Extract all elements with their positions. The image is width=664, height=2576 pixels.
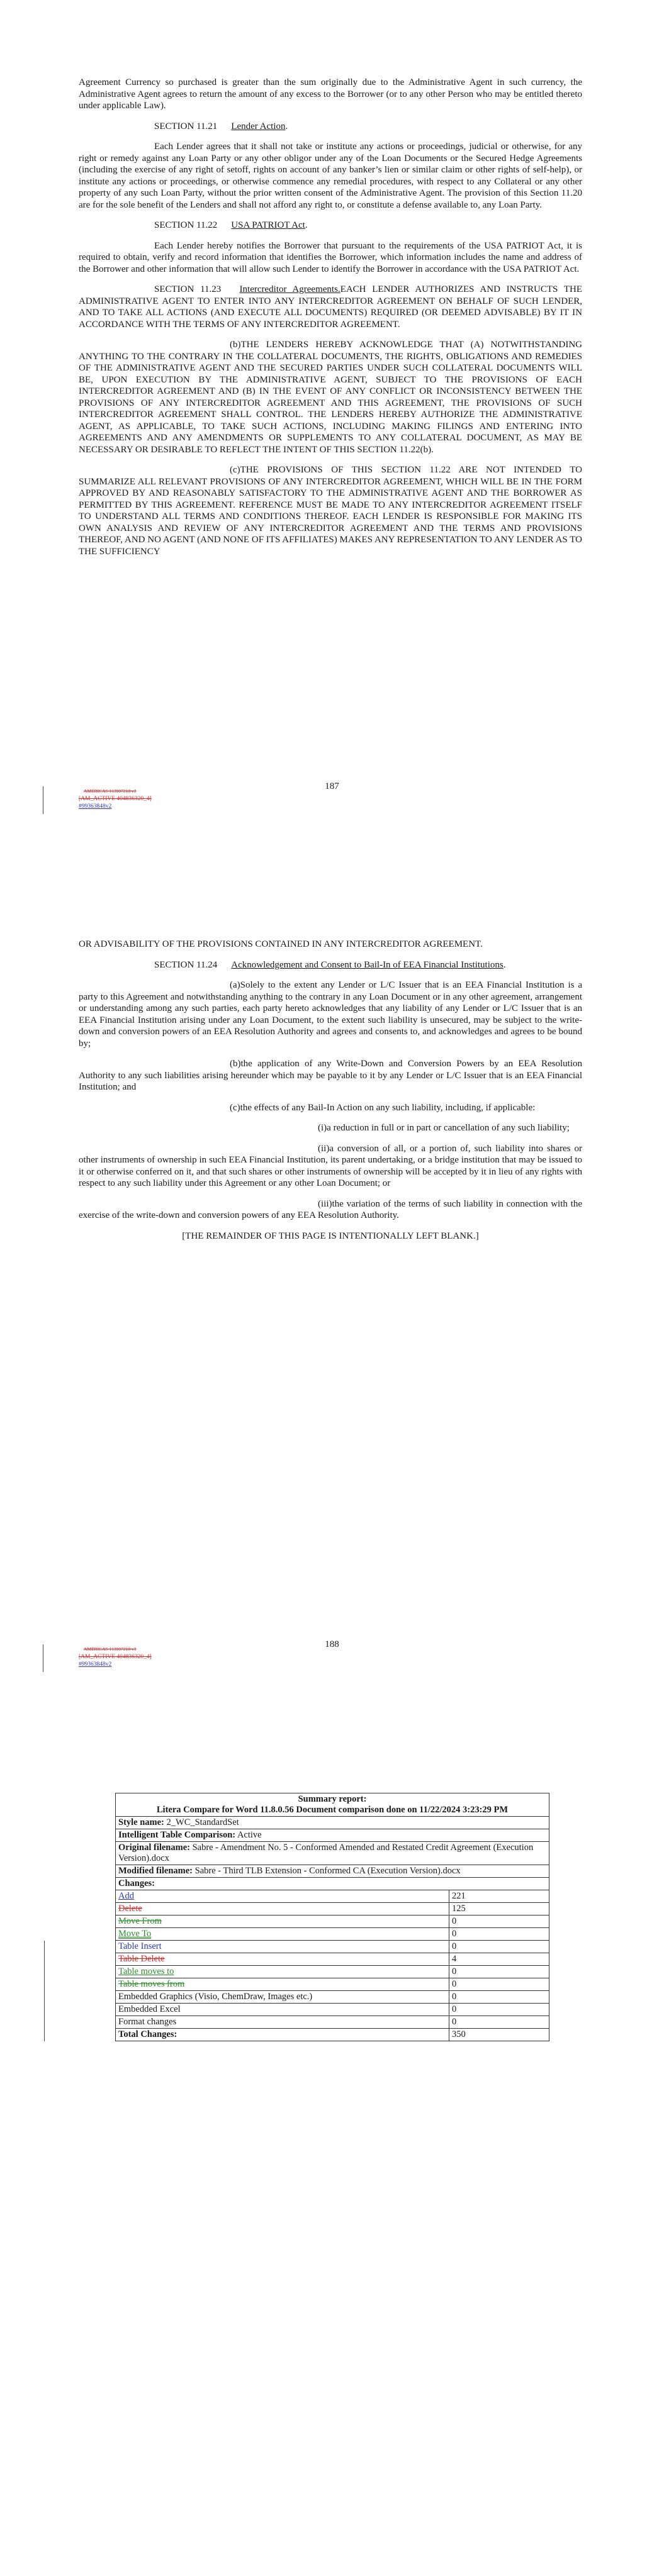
change-bar bbox=[44, 1941, 45, 2041]
change-value: 4 bbox=[449, 1953, 549, 1966]
table-row bbox=[116, 1978, 549, 1991]
page-number: 187 bbox=[325, 781, 339, 791]
change-label bbox=[116, 1978, 449, 1991]
document-page-188 bbox=[0, 893, 664, 1724]
comparison-report-page bbox=[0, 1724, 664, 2576]
itc-value: Active bbox=[237, 1830, 262, 1840]
move-from-label: Move From bbox=[118, 1916, 162, 1926]
table-moves-from-label: Table moves from bbox=[118, 1979, 185, 1989]
itc-row bbox=[116, 1829, 549, 1842]
table-row bbox=[116, 1928, 549, 1941]
clause-text: THE LENDERS HEREBY ACKNOWLEDGE THAT (A) NOTWITHSTANDING ANYTHING TO THE CONTRARY IN THE COLLATERAL DOCUMENTS, THE RIGHTS, OBLIGATIONS AND REMEDIES OF THE ADMINISTRATIVE AGENT AND THE SECURED PARTIES UNDER SUCH COLLATERAL DOCUMENTS WILL BE, UPON EXECUTION BY THE ADMINISTRATIVE AGENT, SUBJECT TO THE PROVISIONS OF EACH INTERCREDITOR AGREEMENT AND (B) IN THE EVENT OF ANY CONFLICT OR INCONSISTENCY BETWEEN THE PROVISIONS OF ANY INTERCREDITOR AGREEMENT AND THIS AGREEMENT, THE PROVISIONS OF SUCH INTERCREDITOR AGREEMENT SHALL CONTROL. THE LENDERS HEREBY AUTHORIZE THE ADMINISTRATIVE AGENT, AS APPLICABLE, TO TAKE SUCH ACTIONS, INCLUDING MAKING FILINGS AND ENTERING INTO AGREEMENTS AND ANY AMENDMENTS OR SUPPLEMENTS TO ANY COLLATERAL DOCUMENT, AS MAY BE NECESSARY OR DESIRABLE TO REFLECT THE INTENT OF THIS SECTION 11.22(b). bbox=[79, 340, 582, 455]
page-187-body bbox=[79, 77, 582, 566]
change-value: 221 bbox=[449, 1890, 549, 1903]
change-label: Format changes bbox=[116, 2016, 449, 2029]
section-11-24-c bbox=[79, 1102, 582, 1114]
clause-label: (b) bbox=[230, 340, 241, 350]
clause-label: (iii) bbox=[318, 1198, 332, 1209]
original-filename-value: Sabre - Amendment No. 5 - Conformed Amended and Restated Credit Agreement (Execution Version).docx bbox=[118, 1843, 534, 1863]
inserted-doc-id: #99363848v2 bbox=[79, 1661, 112, 1668]
section-11-24-b bbox=[79, 1058, 582, 1093]
change-label bbox=[116, 1915, 449, 1928]
original-filename-row bbox=[116, 1842, 549, 1865]
original-filename-cell bbox=[116, 1842, 549, 1865]
inserted-doc-id: #99363848v2 bbox=[79, 803, 112, 810]
section-number: SECTION 11.24 bbox=[154, 959, 218, 970]
clause-text: the application of any Write-Down and Conversion Powers by an EEA Resolution Authority to any such liabilities arising hereunder which may be payable to it by any Lender or L/C Issuer that is an EEA Financial Institution; and bbox=[79, 1059, 582, 1092]
section-11-24-a bbox=[79, 979, 582, 1049]
table-row bbox=[116, 1915, 549, 1928]
style-cell bbox=[116, 1817, 549, 1829]
change-label bbox=[116, 1903, 449, 1915]
modified-filename-row bbox=[116, 1865, 549, 1878]
clause-text: a reduction in full or in part or cancellation of any such liability; bbox=[327, 1123, 570, 1133]
section-number: SECTION 11.22 bbox=[154, 220, 218, 230]
modified-filename-cell bbox=[116, 1865, 549, 1878]
clause-label: (i) bbox=[318, 1123, 327, 1133]
table-row bbox=[116, 1953, 549, 1966]
change-value: 0 bbox=[449, 1915, 549, 1928]
itc-cell bbox=[116, 1829, 549, 1842]
clause-text: the variation of the terms of such liability in connection with the exercise of the write-down and conversion powers of any EEA Resolution Authority. bbox=[79, 1198, 582, 1220]
modified-filename-label: Modified filename: bbox=[118, 1866, 193, 1876]
summary-report-table bbox=[115, 1793, 549, 2041]
page-number: 188 bbox=[325, 1639, 339, 1649]
page-188-body bbox=[79, 939, 582, 1251]
section-11-24-c-i bbox=[79, 1122, 582, 1134]
clause-label: (ii) bbox=[318, 1143, 330, 1154]
clause-text: a conversion of all, or a portion of, such liability into shares or other instruments of ownership in such EEA Financial Institution, its parent undertaking, or a bridge institution that may be issued to it or otherwise conferred on it, and that such shares or other instruments of ownership will be accepted by it in lieu of any rights with respect to any such liability under this Agreement or any other Loan Document; or bbox=[79, 1143, 582, 1188]
change-value: 0 bbox=[449, 1928, 549, 1941]
section-11-23-c bbox=[79, 464, 582, 557]
style-row bbox=[116, 1817, 549, 1829]
change-label bbox=[116, 1928, 449, 1941]
change-label: Embedded Graphics (Visio, ChemDraw, Images etc.) bbox=[116, 1991, 449, 2004]
deleted-small-id: AMERICAS 113997218 v3 bbox=[84, 788, 137, 794]
page-footer bbox=[0, 1639, 664, 1683]
clause-label: (c) bbox=[230, 1102, 240, 1113]
report-title-cell bbox=[116, 1793, 549, 1817]
clause-text: the effects of any Bail-In Action on any such liability, including, if applicable: bbox=[240, 1102, 536, 1113]
page-footer bbox=[0, 781, 664, 825]
table-insert-label: Table Insert bbox=[118, 1941, 162, 1951]
table-moves-to-label: Table moves to bbox=[118, 1966, 174, 1977]
table-row bbox=[116, 1991, 549, 2004]
table-row bbox=[116, 1941, 549, 1953]
clause-text: Solely to the extent any Lender or L/C Issuer that is an EEA Financial Institution is a party to this Agreement and notwithstanding anything to the contrary in any Loan Document or in any other agreement, arrangement or understanding among any such parties, each party hereto acknowledges that any liability of any Lender or L/C Issuer that is an EEA Financial Institution arising under any Loan Document, to the extent such liability is unsecured, may be subject to the write-down and conversion powers of an EEA Resolution Authority and agrees and consents to, and acknowledges and agrees to be bound by; bbox=[79, 980, 582, 1049]
report-subtitle: Litera Compare for Word 11.8.0.56 Document comparison done on 11/22/2024 3:23:29 PM bbox=[156, 1805, 509, 1815]
section-11-23-b bbox=[79, 339, 582, 455]
changes-header-row bbox=[116, 1878, 549, 1890]
section-title: Intercreditor Agreements. bbox=[239, 284, 340, 294]
section-title: USA PATRIOT Act bbox=[231, 220, 305, 230]
change-label bbox=[116, 1890, 449, 1903]
deleted-small-id: AMERICAS 113997218 v3 bbox=[84, 1646, 137, 1652]
change-value: 0 bbox=[449, 1966, 549, 1978]
change-label: Embedded Excel bbox=[116, 2004, 449, 2016]
section-number: SECTION 11.23 bbox=[154, 284, 222, 294]
deleted-doc-id: [AM_ACTIVE 404836320_4] bbox=[79, 1654, 152, 1660]
section-11-21-body: Each Lender agrees that it shall not take or institute any actions or proceedings, judicial or otherwise, for any right or remedy against any Loan Party or any other obligor under any of the Loan Documents or the Secured Hedge Agreements (including the exercise of any right of setoff, rights on account of any banker’s lien or similar claim or other rights of self-help), or institute any actions or proceedings, or otherwise commence any remedial procedures, with respect to any Collateral or any other property of any such Loan Party, without the prior written consent of the Administrative Agent. The provision of this Section 11.20 are for the sole benefit of the Lenders and shall not afford any right to, or constitute a defense available to, any Loan Party. bbox=[79, 142, 582, 210]
document-ids bbox=[79, 1646, 152, 1668]
total-label: Total Changes: bbox=[116, 2029, 449, 2041]
section-number: SECTION 11.21 bbox=[154, 121, 218, 131]
clause-label: (b) bbox=[230, 1059, 241, 1069]
report-title: Summary report: bbox=[298, 1794, 367, 1804]
document-ids bbox=[79, 788, 152, 810]
section-11-23-body bbox=[79, 284, 582, 330]
deleted-doc-id: [AM_ACTIVE 404836320_4] bbox=[79, 796, 152, 802]
clause-text: THE PROVISIONS OF THIS SECTION 11.22 ARE NOT INTENDED TO SUMMARIZE ALL RELEVANT PROVISIONS OF ANY INTERCREDITOR AGREEMENT, WHICH WILL BE IN THE FORM APPROVED BY AND REASONABLY SATISFACTORY TO THE ADMINISTRATIVE AGENT AND THE BORROWER AS PERMITTED BY THIS AGREEMENT. REFERENCE MUST BE MADE TO ANY INTERCREDITOR AGREEMENT ITSELF TO UNDERSTAND ALL TERMS AND CONDITIONS THEREOF. EACH LENDER IS RESPONSIBLE FOR MAKING ITS OWN ANALYSIS AND REVIEW OF ANY INTERCREDITOR AGREEMENT AND THE TERMS AND PROVISIONS THEREOF, AND NO AGENT (AND NONE OF ITS AFFILIATES) MAKES ANY REPRESENTATION TO ANY LENDER AS TO THE SUFFICIENCY bbox=[79, 465, 582, 557]
total-value: 350 bbox=[449, 2029, 549, 2041]
change-label bbox=[116, 1966, 449, 1978]
changes-header: Changes: bbox=[116, 1878, 549, 1890]
change-value: 0 bbox=[449, 2016, 549, 2029]
table-delete-label: Table Delete bbox=[118, 1954, 165, 1964]
section-11-24-c-ii bbox=[79, 1143, 582, 1190]
report-title-row bbox=[116, 1793, 549, 1817]
table-row bbox=[116, 1890, 549, 1903]
add-label: Add bbox=[118, 1891, 134, 1901]
section-11-24-heading: SECTION 11.24 Acknowledgement and Consent to Bail-In of EEA Financial Institutions. bbox=[154, 959, 506, 970]
clause-label: (a) bbox=[230, 980, 240, 990]
itc-label: Intelligent Table Comparison: bbox=[118, 1830, 236, 1840]
table-row bbox=[116, 2004, 549, 2016]
section-title: Acknowledgement and Consent to Bail-In of EEA Financial Institutions bbox=[231, 959, 504, 970]
modified-filename-value: Sabre - Third TLB Extension - Conformed CA (Execution Version).docx bbox=[194, 1866, 461, 1876]
paragraph-intro: Agreement Currency so purchased is greater than the sum originally due to the Administrative Agent in such currency, the Administrative Agent agrees to return the amount of any excess to the Borrower (or to any other Person who may be entitled thereto under applicable Law). bbox=[79, 77, 582, 111]
section-text: EACH LENDER AUTHORIZES AND INSTRUCTS THE ADMINISTRATIVE AGENT TO ENTER INTO ANY INTERCREDITOR AGREEMENT ON BEHALF OF SUCH LENDER, AND TO TAKE ALL ACTIONS (AND EXECUTE ALL DOCUMENTS) REQUIRED (OR DEEMED ADVISABLE) BY IT IN ACCORDANCE WITH THE TERMS OF ANY INTERCREDITOR AGREEMENT. bbox=[79, 284, 582, 330]
section-title: Lender Action bbox=[231, 121, 286, 131]
change-label bbox=[116, 1953, 449, 1966]
table-row bbox=[116, 1903, 549, 1915]
remainder-blank-notice: [THE REMAINDER OF THIS PAGE IS INTENTIONALLY LEFT BLANK.] bbox=[182, 1230, 479, 1241]
change-label bbox=[116, 1941, 449, 1953]
table-row bbox=[116, 1966, 549, 1978]
style-label: Style name: bbox=[118, 1817, 164, 1827]
move-to-label: Move To bbox=[118, 1929, 152, 1939]
table-row bbox=[116, 2016, 549, 2029]
clause-label: (c) bbox=[230, 465, 240, 475]
total-row bbox=[116, 2029, 549, 2041]
change-value: 0 bbox=[449, 1991, 549, 2004]
section-11-21-heading: SECTION 11.21 Lender Action. bbox=[154, 121, 288, 131]
change-value: 0 bbox=[449, 1941, 549, 1953]
section-11-22-heading: SECTION 11.22 USA PATRIOT Act. bbox=[154, 220, 308, 230]
section-11-22-body: Each Lender hereby notifies the Borrower that pursuant to the requirements of the USA PATRIOT Act, it is required to obtain, verify and record information that identifies the Borrower, which information includes the name and address of the Borrower and other information that will allow such Lender to identify the Borrower in accordance with the USA PATRIOT Act. bbox=[79, 240, 582, 274]
document-page-187 bbox=[0, 0, 664, 893]
change-value: 0 bbox=[449, 1978, 549, 1991]
change-value: 125 bbox=[449, 1903, 549, 1915]
change-value: 0 bbox=[449, 2004, 549, 2016]
delete-label: Delete bbox=[118, 1904, 142, 1914]
style-value: 2_WC_StandardSet bbox=[166, 1817, 239, 1827]
original-filename-label: Original filename: bbox=[118, 1843, 190, 1853]
paragraph-continued: OR ADVISABILITY OF THE PROVISIONS CONTAINED IN ANY INTERCREDITOR AGREEMENT. bbox=[79, 939, 483, 949]
section-11-24-c-iii bbox=[79, 1198, 582, 1222]
